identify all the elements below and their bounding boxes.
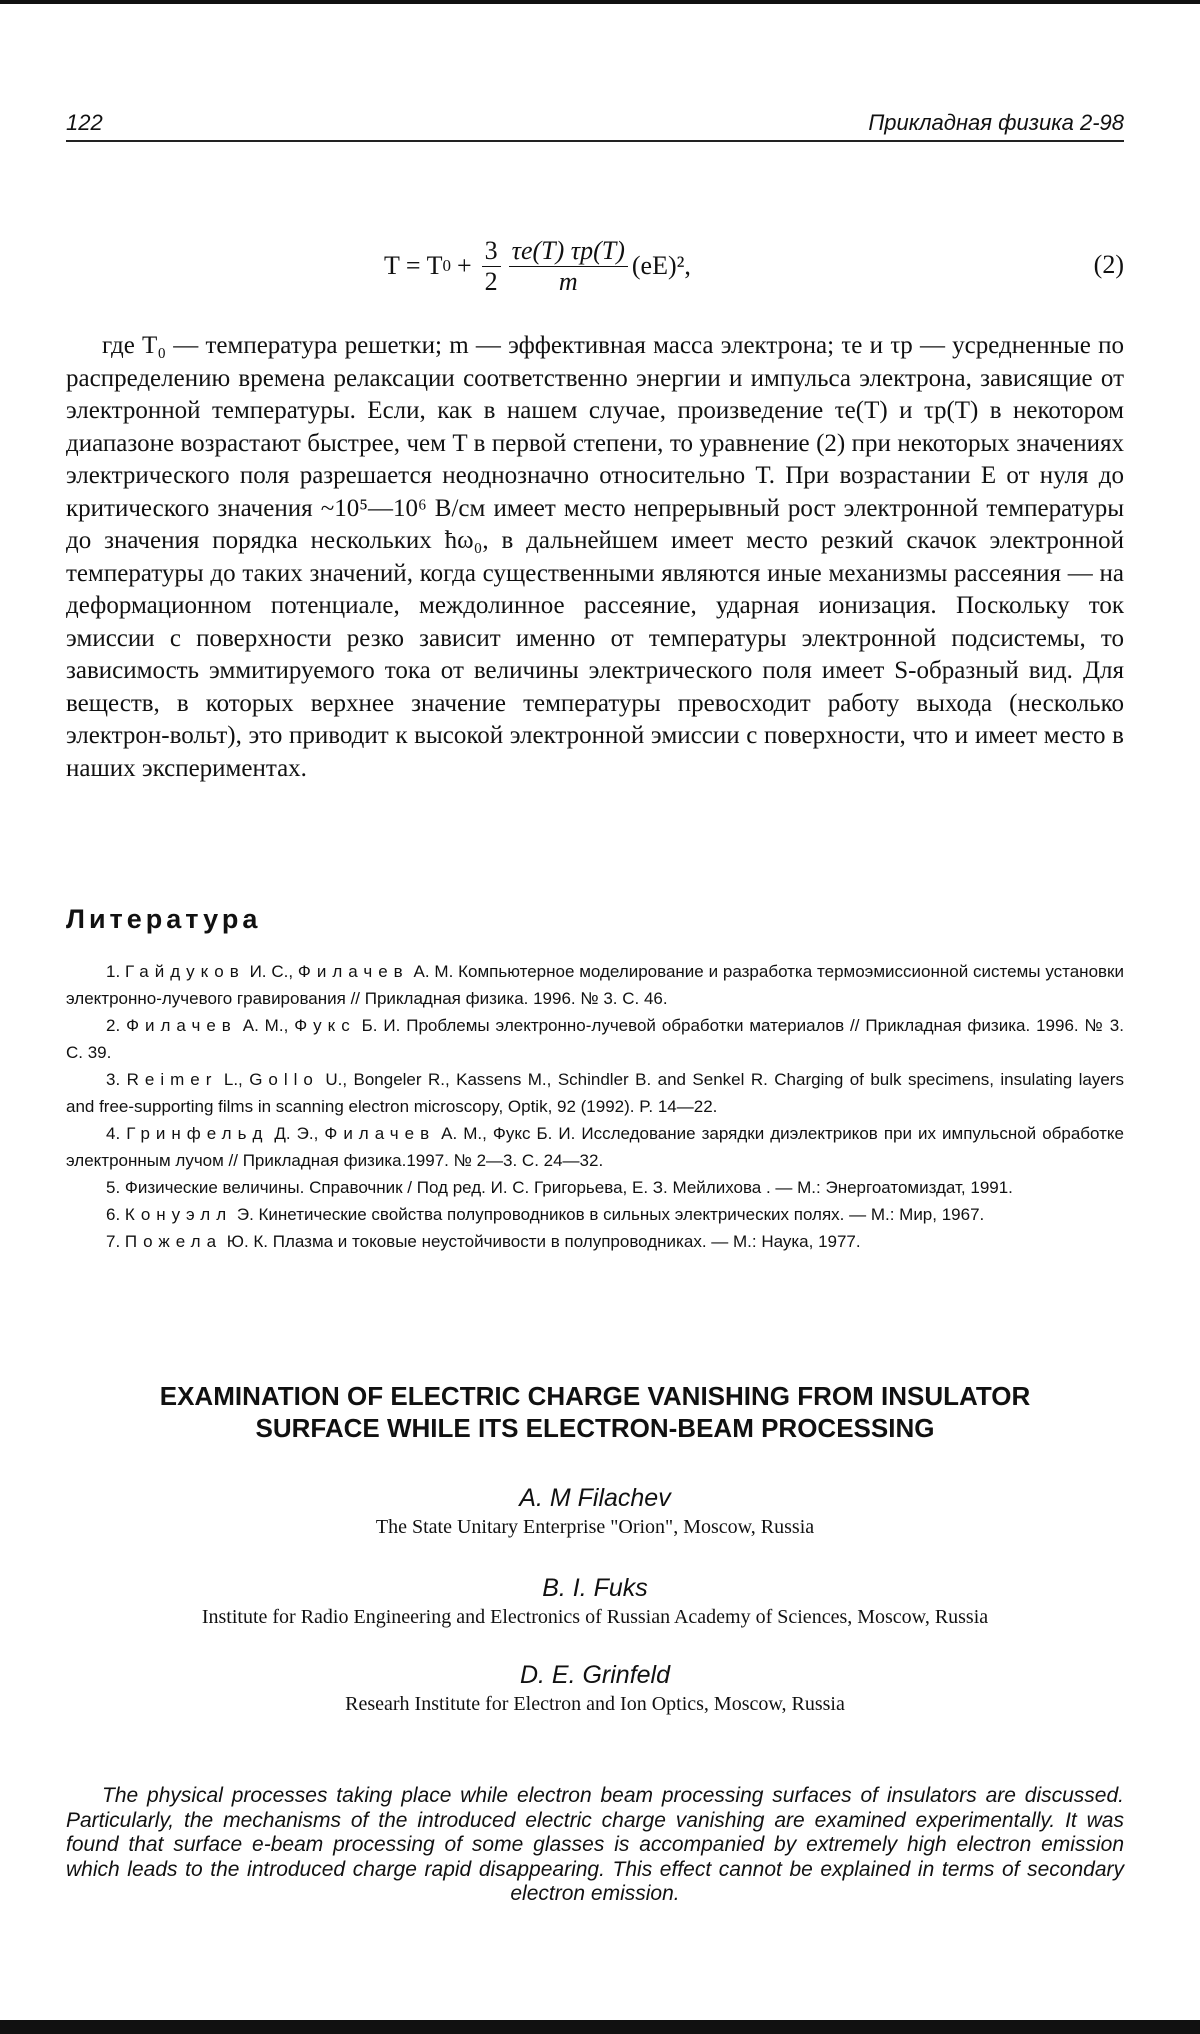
formula-lhs-sub: 0	[442, 256, 451, 275]
abstract-text: The physical processes taking place while electron beam processing surfaces of insulators are discussed. Particularly, the mechanisms of the introduced electric charge vanishing are examined experimentally. It was found that surface e-beam processing of some glasses is accompanied by extremely high electron emission which leads to the introduced charge rapid disappearing. This effect cannot be explained in terms of secondary electron emission.	[66, 1784, 1124, 1905]
formula-tail: (eE)²,	[631, 251, 691, 280]
author-affiliation: The State Unitary Enterprise "Orion", Moscow, Russia	[375, 1516, 815, 1538]
author-affiliation: Researh Institute for Electron and Ion Optics, Moscow, Russia	[345, 1693, 845, 1715]
scan-edge-bottom	[0, 2020, 1200, 2034]
page-number: 122	[66, 110, 103, 135]
tau-denominator: m	[558, 266, 578, 296]
english-abstract	[66, 1784, 1124, 1907]
author-affiliation: Institute for Radio Engineering and Electronics of Russian Academy of Sciences, Moscow, Russia	[201, 1606, 989, 1628]
english-article-title	[66, 1380, 1124, 1444]
reference-item: 4. Гринфельд Д. Э., Филачев А. М., Фукс Б. И. Исследование зарядки диэлектриков при их импульсной обработке электронным лучом // Прикладная физика.1997. № 2—3. С. 24—32.	[66, 1124, 1124, 1170]
body-paragraph: где T₀ — температура решетки; m — эффективная масса электрона; τe и τp — усредненные по распределению времена релаксации соответственно энергии и импульса электрона, зависящие от электронной температуры. Если, как в нашем случае, произведение τe(T) и τp(T) в некотором диапазоне возрастают быстрее, чем T в первой степени, то уравнение (2) при некоторых значениях электрического поля разрешается неоднозначно относительно T. При возрастании E от нуля до критического значения ~10⁵—10⁶ В/см имеет место непрерывный рост электронной температуры до значения порядка нескольких ħω₀, в дальнейшем имеет место резкий скачок электронной температуры до таких значений, когда существенными являются иные механизмы рассеяния — на деформационном потенциале, междолинное рассеяние, ударная ионизация. Поскольку ток эмиссии с поверхности резко зависит именно от температуры электронной подсистемы, то зависимость эммитируемого тока от величины электрического поля имеет S-образный вид. Для веществ, в которых верхнее значение температуры превосходит работу выхода (несколько электрон-вольт), это приводит к высокой электронной эмиссии с поверхности, что и имеет место в наших экспериментах.	[66, 332, 1124, 782]
author-name: B. I. Fuks	[542, 1574, 648, 1602]
reference-item: 6. Конуэлл Э. Кинетические свойства полупроводников в сильных электрических полях. — М.: Мир, 1967.	[106, 1205, 985, 1224]
coef-denominator: 2	[484, 266, 498, 296]
title-line-2: SURFACE WHILE ITS ELECTRON-BEAM PROCESSING	[255, 1413, 935, 1443]
running-header	[66, 110, 1124, 142]
author-name: D. E. Grinfeld	[519, 1661, 671, 1689]
reference-list	[66, 958, 1124, 1255]
formula-plus: +	[457, 251, 472, 280]
equation-number: (2)	[1093, 250, 1124, 279]
body-text	[66, 330, 1124, 785]
coef-numerator: 3	[482, 236, 501, 267]
reference-item: 3. Reimer L., Gollo U., Bongeler R., Kassens M., Schindler B. and Senkel R. Charging of bulk specimens, insulating layers and free-supporting films in scanning electron microscopy, Optik, 92 (1992). P. 14—22.	[66, 1070, 1124, 1116]
journal-title: Прикладная физика 2-98	[868, 110, 1124, 135]
tau-fraction	[509, 236, 628, 297]
reference-item: 1. Гайдуков И. С., Филачев А. М. Компьютерное моделирование и разработка термоэмиссионной системы установки электронно-лучевого гравирования // Прикладная физика. 1996. № 3. С. 46.	[66, 962, 1124, 1008]
reference-item: 2. Филачев А. М., Фукс Б. И. Проблемы электронно-лучевой обработки материалов // Прикладная физика. 1996. № 3. С. 39.	[66, 1016, 1124, 1062]
reference-item: 5. Физические величины. Справочник / Под ред. И. С. Григорьева, Е. З. Мейлихова . — М.: Энергоатомиздат, 1991.	[106, 1178, 1013, 1197]
tau-numerator: τe(T) τp(T)	[509, 236, 628, 267]
reference-item: 7. Пожела Ю. К. Плазма и токовые неустойчивости в полупроводниках. — М.: Наука, 1977.	[106, 1232, 861, 1251]
coefficient-fraction	[482, 236, 501, 297]
equation-2	[66, 226, 1124, 306]
literature-heading: Литература	[66, 904, 262, 934]
title-line-1: EXAMINATION OF ELECTRIC CHARGE VANISHING FROM INSULATOR	[159, 1381, 1031, 1411]
journal-page	[66, 0, 1126, 2010]
author-name: A. M Filachev	[519, 1484, 671, 1512]
formula	[384, 226, 691, 306]
formula-lhs: T = T	[384, 251, 443, 280]
